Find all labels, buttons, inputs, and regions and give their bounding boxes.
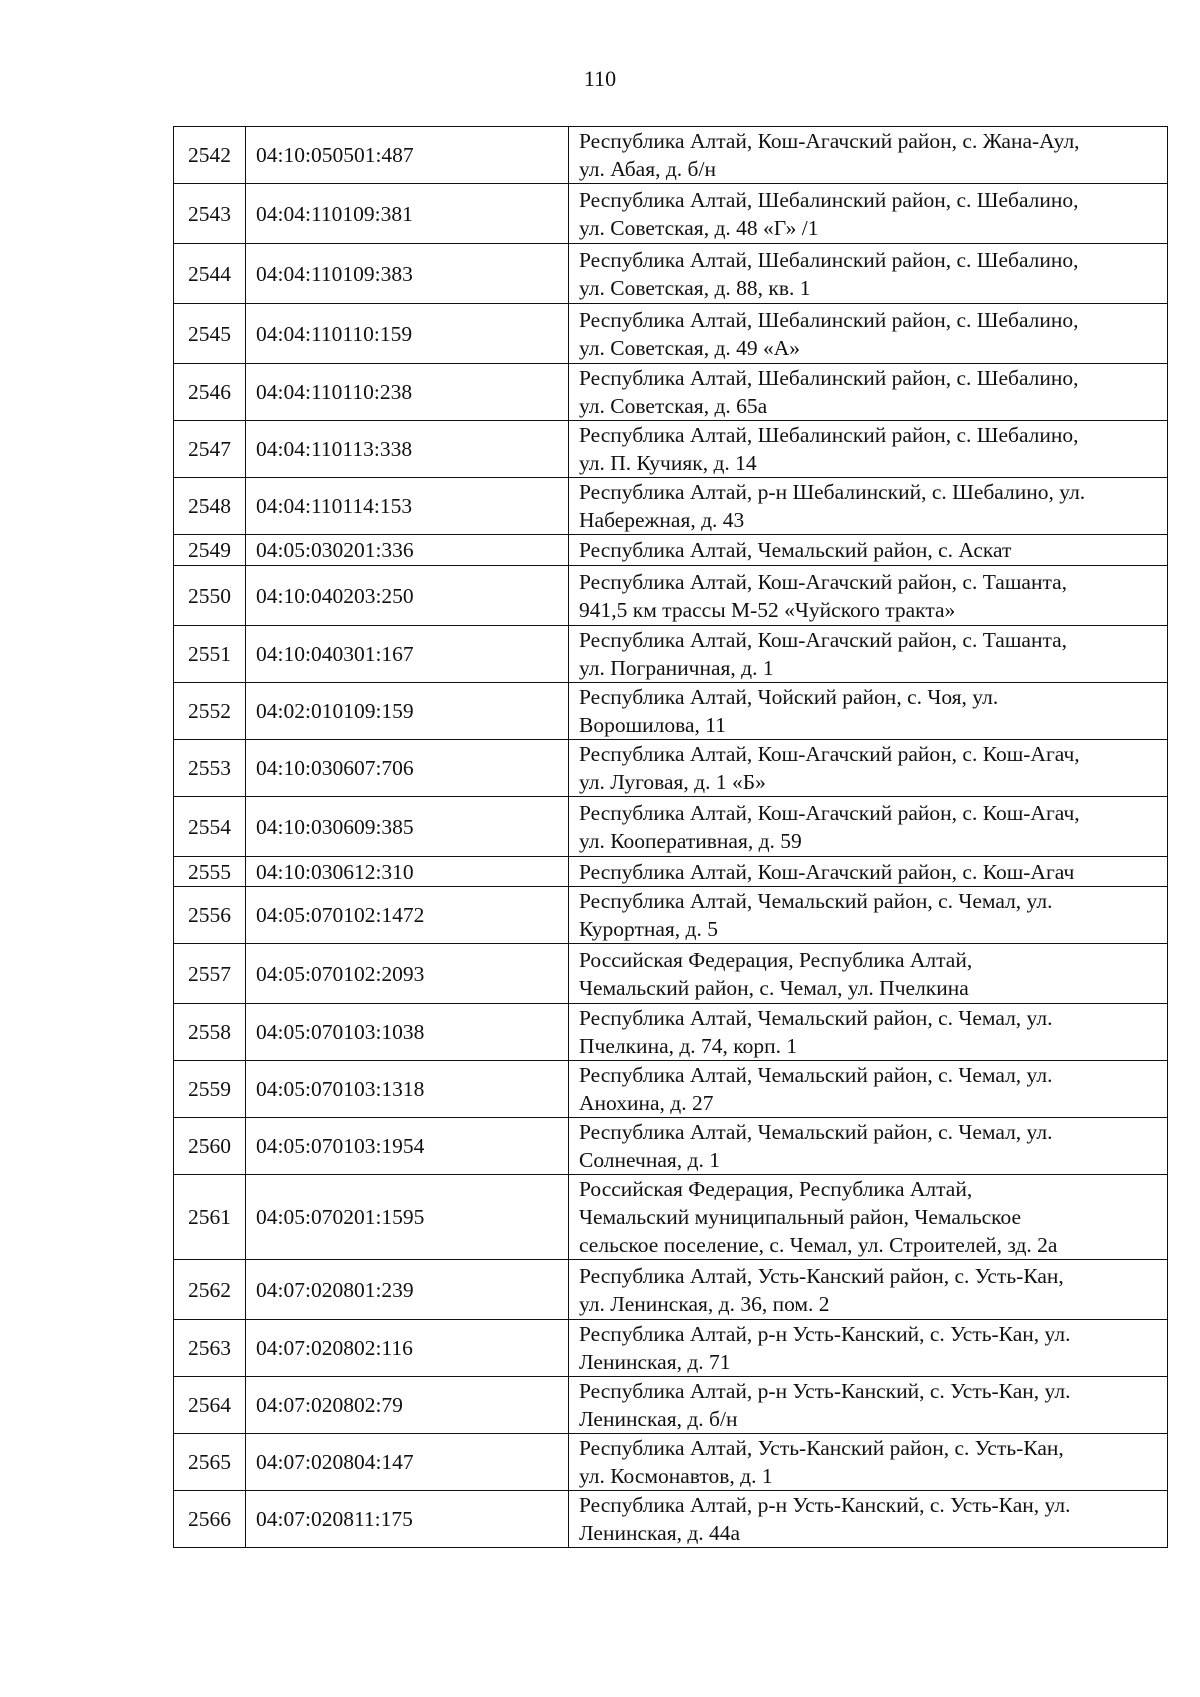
address-line: Республика Алтай, Усть-Канский район, с. Усть-Кан, <box>579 1263 1064 1288</box>
cadastral-number-cell: 04:05:070103:1954 <box>246 1118 569 1175</box>
row-number-cell: 2557 <box>174 944 246 1004</box>
address-line: Республика Алтай, р-н Усть-Канский, с. Усть-Кан, ул. <box>579 1379 1071 1403</box>
address-line: Республика Алтай, Чемальский район, с. Чемал, ул. <box>579 889 1053 913</box>
address-line: Республика Алтай, Кош-Агачский район, с. Кош-Агач, <box>579 742 1080 766</box>
cadastral-number-cell: 04:10:050501:487 <box>246 127 569 184</box>
row-number-cell: 2543 <box>174 184 246 244</box>
address-line: Ленинская, д. б/н <box>579 1407 738 1431</box>
address-cell <box>569 887 1168 944</box>
cadastral-number-cell: 04:07:020802:116 <box>246 1320 569 1377</box>
address-line: Республика Алтай, Кош-Агачский район, с. Жана-Аул, <box>579 129 1080 153</box>
address-line: Республика Алтай, Кош-Агачский район, с. Ташанта, <box>579 569 1068 594</box>
row-number-cell: 2564 <box>174 1377 246 1434</box>
row-number-cell: 2548 <box>174 478 246 535</box>
cadastral-number-cell: 04:04:110109:383 <box>246 244 569 304</box>
address-line: ул. Абая, д. б/н <box>579 157 716 181</box>
table-row <box>174 184 1168 244</box>
address-line: ул. Советская, д. 65а <box>579 394 768 418</box>
address-line: ул. Советская, д. 88, кв. 1 <box>579 275 811 300</box>
row-number-cell: 2559 <box>174 1061 246 1118</box>
cadastral-number-cell: 04:10:040203:250 <box>246 566 569 626</box>
address-line: ул. Ленинская, д. 36, пом. 2 <box>579 1291 830 1316</box>
address-line: ул. Луговая, д. 1 «Б» <box>579 770 766 794</box>
row-number-cell: 2551 <box>174 626 246 683</box>
cadastral-number-cell: 04:05:030201:336 <box>246 535 569 566</box>
page-number: 110 <box>583 66 617 91</box>
row-number-cell: 2550 <box>174 566 246 626</box>
address-cell <box>569 1260 1168 1320</box>
cadastral-number-cell: 04:10:030609:385 <box>246 797 569 857</box>
table-row <box>174 535 1168 566</box>
row-number-cell: 2542 <box>174 127 246 184</box>
table-row <box>174 797 1168 857</box>
address-line: Республика Алтай, Шебалинский район, с. Шебалино, <box>579 247 1079 272</box>
registry-table-body <box>174 127 1168 1548</box>
table-row <box>174 944 1168 1004</box>
table-row <box>174 421 1168 478</box>
address-cell <box>569 421 1168 478</box>
address-line: Республика Алтай, Чемальский район, с. Чемал, ул. <box>579 1006 1053 1030</box>
table-row <box>174 626 1168 683</box>
cadastral-number-cell: 04:10:030607:706 <box>246 740 569 797</box>
address-cell <box>569 1320 1168 1377</box>
address-line: Курортная, д. 5 <box>579 917 718 941</box>
row-number-cell: 2560 <box>174 1118 246 1175</box>
address-line: ул. Космонавтов, д. 1 <box>579 1464 773 1488</box>
address-cell <box>569 944 1168 1004</box>
cadastral-number-cell: 04:10:030612:310 <box>246 857 569 887</box>
address-cell <box>569 740 1168 797</box>
cadastral-number-cell: 04:04:110109:381 <box>246 184 569 244</box>
address-line: Республика Алтай, Шебалинский район, с. Шебалино, <box>579 307 1079 332</box>
address-line: Республика Алтай, Кош-Агачский район, с. Ташанта, <box>579 628 1068 652</box>
table-row <box>174 887 1168 944</box>
address-cell <box>569 244 1168 304</box>
row-number-cell: 2546 <box>174 364 246 421</box>
address-cell <box>569 184 1168 244</box>
address-line: Республика Алтай, Усть-Канский район, с. Усть-Кан, <box>579 1436 1064 1460</box>
table-row <box>174 1061 1168 1118</box>
row-number-cell: 2545 <box>174 304 246 364</box>
table-row <box>174 304 1168 364</box>
address-cell <box>569 1434 1168 1491</box>
address-line: Республика Алтай, р-н Усть-Канский, с. Усть-Кан, ул. <box>579 1322 1071 1346</box>
address-cell <box>569 304 1168 364</box>
cadastral-number-cell: 04:07:020801:239 <box>246 1260 569 1320</box>
address-line: Российская Федерация, Республика Алтай, <box>579 947 973 972</box>
address-line: ул. Пограничная, д. 1 <box>579 656 774 680</box>
address-line: Ленинская, д. 71 <box>579 1350 731 1374</box>
cadastral-number-cell: 04:07:020804:147 <box>246 1434 569 1491</box>
address-line: Республика Алтай, Кош-Агачский район, с. Кош-Агач <box>579 859 1075 884</box>
address-line: Солнечная, д. 1 <box>579 1148 720 1172</box>
address-line: ул. Советская, д. 49 «А» <box>579 335 801 360</box>
address-line: ул. Кооперативная, д. 59 <box>579 828 802 853</box>
row-number-cell: 2549 <box>174 535 246 566</box>
address-cell <box>569 478 1168 535</box>
address-line: Анохина, д. 27 <box>579 1091 714 1115</box>
address-cell <box>569 1377 1168 1434</box>
address-cell <box>569 683 1168 740</box>
address-line: ул. Советская, д. 48 «Г» /1 <box>579 215 819 240</box>
row-number-cell: 2555 <box>174 857 246 887</box>
address-line: Чемальский муниципальный район, Чемальское <box>579 1205 1022 1229</box>
address-line: Республика Алтай, Шебалинский район, с. Шебалино, <box>579 366 1079 390</box>
table-row <box>174 566 1168 626</box>
address-line: Республика Алтай, р-н Усть-Канский, с. Усть-Кан, ул. <box>579 1493 1071 1517</box>
row-number-cell: 2552 <box>174 683 246 740</box>
cadastral-number-cell: 04:05:070201:1595 <box>246 1175 569 1260</box>
cadastral-number-cell: 04:10:040301:167 <box>246 626 569 683</box>
address-line: Республика Алтай, Кош-Агачский район, с. Кош-Агач, <box>579 800 1080 825</box>
address-line: Республика Алтай, Чойский район, с. Чоя, ул. <box>579 685 999 709</box>
address-cell <box>569 566 1168 626</box>
address-line: Ворошилова, 11 <box>579 713 726 737</box>
row-number-cell: 2556 <box>174 887 246 944</box>
row-number-cell: 2553 <box>174 740 246 797</box>
cadastral-number-cell: 04:04:110110:238 <box>246 364 569 421</box>
address-line: 941,5 км трассы М-52 «Чуйского тракта» <box>579 597 956 622</box>
address-line: Российская Федерация, Республика Алтай, <box>579 1177 973 1201</box>
address-line: Республика Алтай, Шебалинский район, с. Шебалино, <box>579 423 1079 447</box>
address-line: Набережная, д. 43 <box>579 508 745 532</box>
row-number-cell: 2566 <box>174 1491 246 1548</box>
table-row <box>174 683 1168 740</box>
table-row <box>174 1175 1168 1260</box>
address-line: Ленинская, д. 44а <box>579 1521 741 1545</box>
cadastral-number-cell: 04:07:020811:175 <box>246 1491 569 1548</box>
table-row <box>174 1377 1168 1434</box>
table-row <box>174 740 1168 797</box>
cadastral-number-cell: 04:05:070102:1472 <box>246 887 569 944</box>
address-line: Чемальский район, с. Чемал, ул. Пчелкина <box>579 975 969 1000</box>
address-line: ул. П. Кучияк, д. 14 <box>579 451 757 475</box>
address-cell <box>569 364 1168 421</box>
property-registry-table <box>173 126 1168 1548</box>
row-number-cell: 2561 <box>174 1175 246 1260</box>
address-cell <box>569 1118 1168 1175</box>
cadastral-number-cell: 04:04:110110:159 <box>246 304 569 364</box>
table-row <box>174 1004 1168 1061</box>
cadastral-number-cell: 04:05:070102:2093 <box>246 944 569 1004</box>
table-row <box>174 857 1168 887</box>
cadastral-number-cell: 04:04:110113:338 <box>246 421 569 478</box>
address-cell <box>569 857 1168 887</box>
address-line: Республика Алтай, Чемальский район, с. Чемал, ул. <box>579 1063 1053 1087</box>
row-number-cell: 2565 <box>174 1434 246 1491</box>
address-cell <box>569 1491 1168 1548</box>
address-line: Республика Алтай, Чемальский район, с. Аскат <box>579 538 1012 562</box>
table-row <box>174 127 1168 184</box>
address-cell <box>569 1175 1168 1260</box>
cadastral-number-cell: 04:05:070103:1318 <box>246 1061 569 1118</box>
table-row <box>174 364 1168 421</box>
cadastral-number-cell: 04:07:020802:79 <box>246 1377 569 1434</box>
address-cell <box>569 535 1168 566</box>
cadastral-number-cell: 04:05:070103:1038 <box>246 1004 569 1061</box>
row-number-cell: 2562 <box>174 1260 246 1320</box>
cadastral-number-cell: 04:04:110114:153 <box>246 478 569 535</box>
address-cell <box>569 797 1168 857</box>
address-line: сельское поселение, с. Чемал, ул. Строителей, зд. 2а <box>579 1233 1058 1257</box>
address-line: Республика Алтай, Шебалинский район, с. Шебалино, <box>579 187 1079 212</box>
address-line: Пчелкина, д. 74, корп. 1 <box>579 1034 798 1058</box>
table-row <box>174 244 1168 304</box>
table-row <box>174 1260 1168 1320</box>
row-number-cell: 2547 <box>174 421 246 478</box>
address-cell <box>569 626 1168 683</box>
address-cell <box>569 127 1168 184</box>
cadastral-number-cell: 04:02:010109:159 <box>246 683 569 740</box>
table-row <box>174 1491 1168 1548</box>
row-number-cell: 2563 <box>174 1320 246 1377</box>
row-number-cell: 2558 <box>174 1004 246 1061</box>
address-cell <box>569 1004 1168 1061</box>
address-line: Республика Алтай, р-н Шебалинский, с. Шебалино, ул. <box>579 480 1086 504</box>
row-number-cell: 2544 <box>174 244 246 304</box>
table-row <box>174 1320 1168 1377</box>
address-line: Республика Алтай, Чемальский район, с. Чемал, ул. <box>579 1120 1053 1144</box>
table-row <box>174 1118 1168 1175</box>
table-row <box>174 478 1168 535</box>
address-cell <box>569 1061 1168 1118</box>
table-row <box>174 1434 1168 1491</box>
row-number-cell: 2554 <box>174 797 246 857</box>
